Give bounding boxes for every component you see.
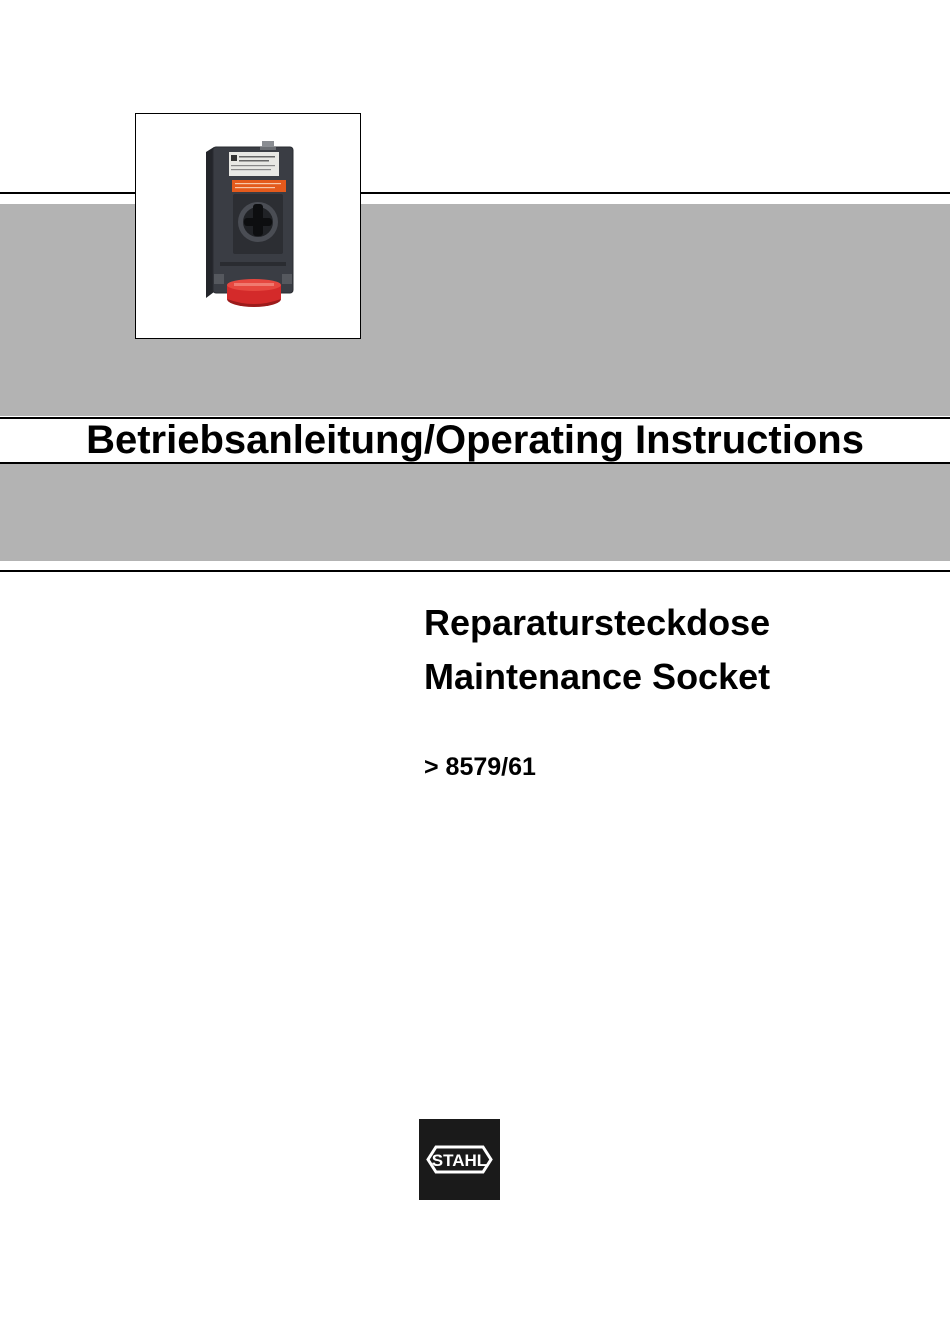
subtitle-german: Reparatursteckdose	[424, 602, 771, 643]
product-photo-frame	[135, 113, 361, 339]
stahl-logo	[419, 1119, 500, 1200]
bottom-rule	[0, 570, 950, 572]
subtitle-english: Maintenance Socket	[424, 656, 771, 697]
page-title: Betriebsanleitung/Operating Instructions	[86, 418, 864, 462]
logo-text: STAHL	[431, 1151, 488, 1170]
model-number: > 8579/61	[424, 753, 536, 781]
maintenance-socket-photo	[136, 114, 359, 337]
bottom-gray-band	[0, 464, 950, 561]
